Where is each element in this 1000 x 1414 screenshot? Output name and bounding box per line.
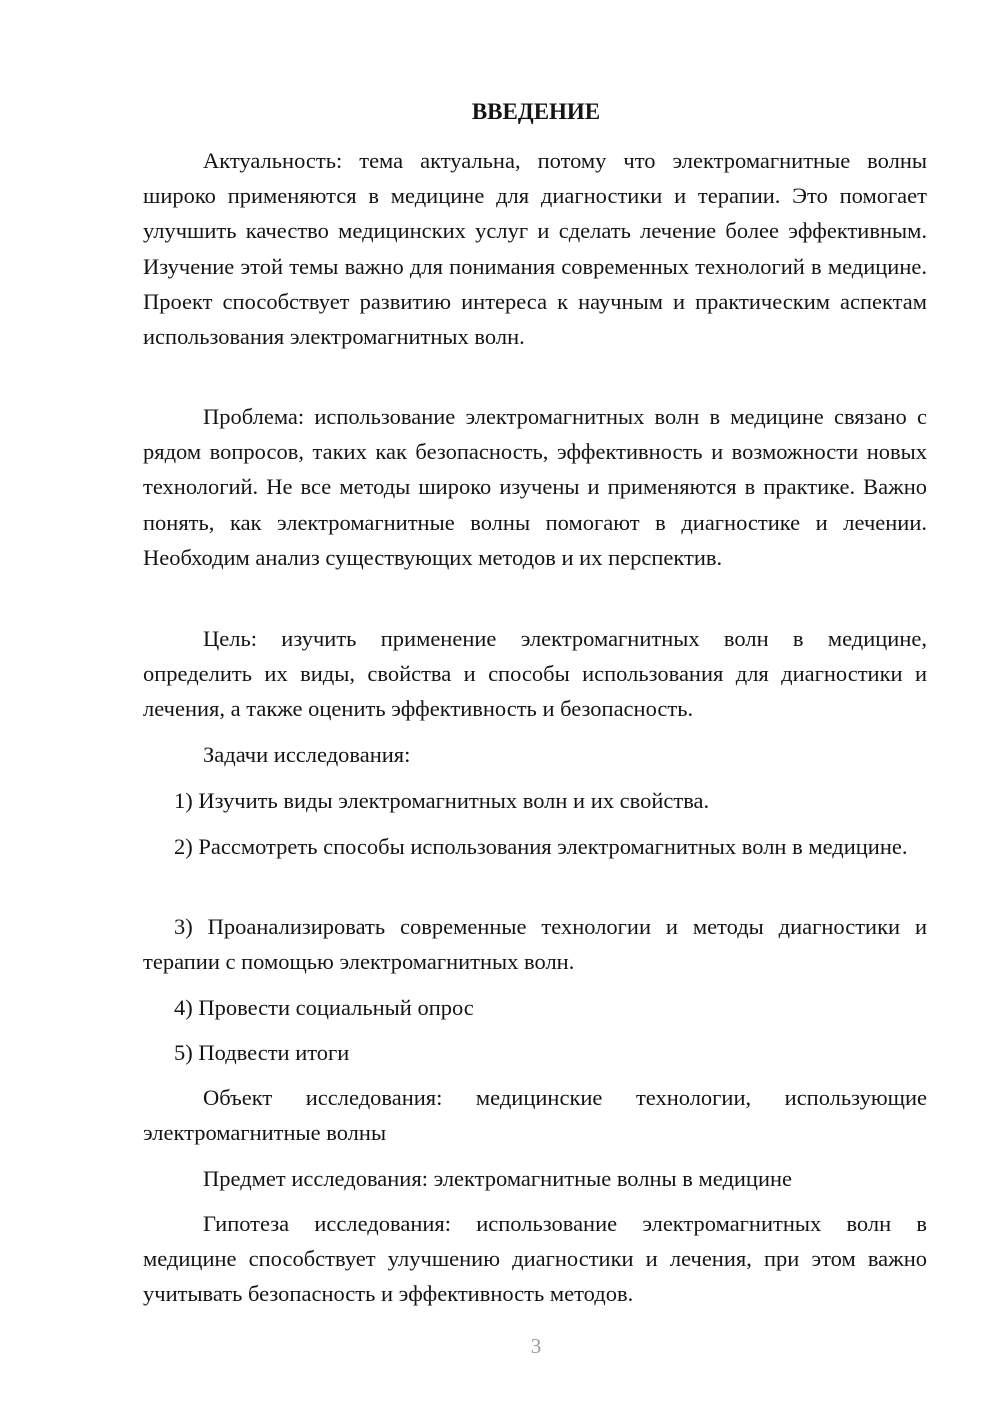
problem-paragraph: Проблема: использование электромагнитных волн в медицине связано с рядом вопросов, таких как безопасность, эффективность и возможности новых технологий. Не все методы широко изучены и применяются в практике. Важно понять, как электромагнитные волны помогают в диагностике и лечении. Необходим анализ существующих методов и их перспектив. <box>143 404 927 570</box>
object-paragraph: Объект исследования: медицинские технологии, использующие электромагнитные волны <box>143 1085 927 1146</box>
task-item-1: 1) Изучить виды электромагнитных волн и их свойства. <box>174 788 710 813</box>
task-item-3: 3) Проанализировать современные технологии и методы диагностики и терапии с помощью электромагнитных волн. <box>143 914 927 975</box>
hypothesis-paragraph: Гипотеза исследования: использование электромагнитных волн в медицине способствует улучшению диагностики и лечения, при этом важно учитывать безопасность и эффективность методов. <box>143 1211 927 1307</box>
relevance-paragraph: Актуальность: тема актуальна, потому что электромагнитные волны широко применяются в медицине для диагностики и терапии. Это помогает улучшить качество медицинских услуг и сделать лечение более эффективным. Изучение этой темы важно для понимания современных технологий в медицине. Проект способствует развитию интереса к научным и практическим аспектам использования электромагнитных волн. <box>143 148 927 350</box>
tasks-heading: Задачи исследования: <box>203 742 411 767</box>
section-title: ВВЕДЕНИЕ <box>471 99 601 124</box>
page-number: 3 <box>530 1334 542 1358</box>
subject-paragraph: Предмет исследования: электромагнитные волны в медицине <box>203 1166 793 1191</box>
task-item-5: 5) Подвести итоги <box>174 1040 350 1065</box>
task-item-2: 2) Рассмотреть способы использования электромагнитных волн в медицине. <box>174 834 908 859</box>
task-item-4: 4) Провести социальный опрос <box>174 995 474 1020</box>
goal-paragraph: Цель: изучить применение электромагнитных волн в медицине, определить их виды, свойства и способы использования для диагностики и лечения, а также оценить эффективность и безопасность. <box>143 626 927 722</box>
